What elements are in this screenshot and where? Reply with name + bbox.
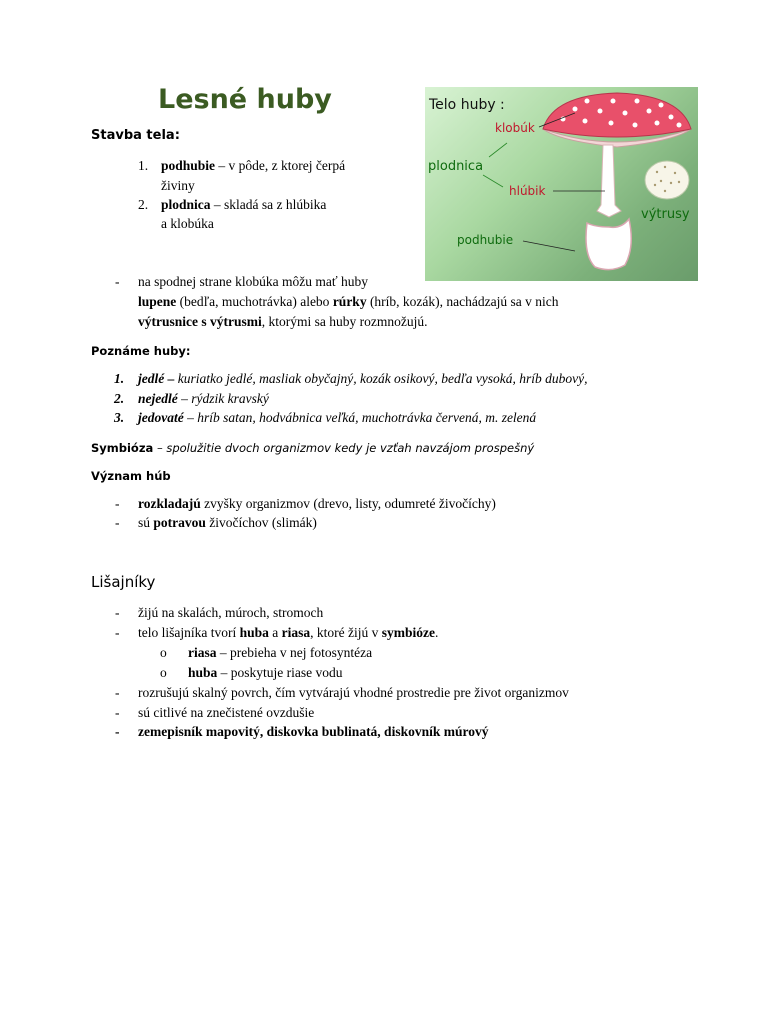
pozname-item-1 bbox=[114, 369, 588, 389]
lisajniky-heading: Lišajníky bbox=[91, 573, 156, 591]
stavba-item-1 bbox=[138, 156, 346, 176]
item-number: 1. bbox=[138, 158, 149, 173]
stavba-paragraph-2 bbox=[138, 292, 558, 312]
term: podhubie bbox=[161, 158, 216, 173]
term: potravou bbox=[153, 515, 206, 530]
label-podhubie: podhubie bbox=[457, 233, 514, 247]
term: plodnica bbox=[161, 197, 211, 212]
item-number: 1. bbox=[114, 371, 125, 386]
bullet-marker: o bbox=[160, 665, 167, 680]
page-title: Lesné huby bbox=[158, 84, 332, 115]
text: (bedľa, muchotrávka) alebo bbox=[176, 294, 333, 309]
stavba-item-2 bbox=[138, 195, 327, 215]
item-number: 3. bbox=[114, 410, 125, 425]
text: rozrušujú skalný povrch, čím vytvárajú vhodné prostredie pre život organizmov bbox=[138, 685, 569, 700]
mushroom-figure bbox=[425, 87, 698, 281]
text: sú citlivé na znečistené ovzdušie bbox=[138, 705, 315, 720]
item-text: – v pôde, z ktorej čerpá bbox=[215, 158, 346, 173]
term: rúrky bbox=[332, 294, 367, 309]
label-hlubik: hlúbik bbox=[509, 184, 546, 198]
text: – prebieha v nej fotosyntéza bbox=[216, 645, 373, 660]
stavba-item-1-cont: živiny bbox=[161, 178, 195, 193]
definition-text: – spolužitie dvoch organizmov kedy je vzťah navzájom prospešný bbox=[153, 441, 535, 455]
label-plodnica: plodnica bbox=[428, 159, 484, 174]
pozname-item-3 bbox=[114, 408, 537, 428]
term: Symbióza bbox=[91, 441, 154, 455]
text: – poskytuje riase vodu bbox=[217, 665, 343, 680]
pozname-heading: Poznáme huby: bbox=[91, 344, 191, 358]
symbioza-definition bbox=[91, 438, 534, 458]
dash-marker: - bbox=[115, 685, 120, 700]
term: huba bbox=[188, 665, 218, 680]
item-text: – skladá sa z hlúbika bbox=[210, 197, 327, 212]
term: rozkladajú bbox=[138, 496, 201, 511]
stavba-item-2-cont: a klobúka bbox=[161, 216, 214, 231]
label-klobuk: klobúk bbox=[495, 121, 535, 135]
mushroom-diagram bbox=[425, 87, 698, 281]
term: riasa bbox=[281, 625, 311, 640]
item-text: kuriatko jedlé, masliak obyčajný, kozák osikový, bedľa vysoká, hríb dubový, bbox=[174, 371, 588, 386]
text: sú bbox=[138, 515, 154, 530]
term: huba bbox=[239, 625, 269, 640]
vyznam-heading: Význam húb bbox=[91, 469, 171, 483]
term: jedovaté bbox=[138, 410, 184, 425]
figure-title: Telo huby : bbox=[429, 97, 505, 113]
term: lupene bbox=[138, 294, 177, 309]
stavba-paragraph-3 bbox=[138, 312, 427, 332]
term: výtrusnice s výtrusmi bbox=[138, 314, 262, 329]
text: telo lišajníka tvorí bbox=[138, 625, 240, 640]
dash-marker: - bbox=[115, 496, 120, 511]
text: zemepisník mapovitý, diskovka bublinatá, diskovník múrový bbox=[138, 724, 489, 739]
dash-marker: - bbox=[115, 274, 120, 289]
term: riasa bbox=[188, 645, 217, 660]
text: živočíchov (slimák) bbox=[205, 515, 317, 530]
dash-marker: - bbox=[115, 705, 120, 720]
dash-marker: - bbox=[115, 605, 120, 620]
item-number: 2. bbox=[114, 391, 125, 406]
bullet-marker: o bbox=[160, 645, 167, 660]
item-number: 2. bbox=[138, 197, 149, 212]
item-text: – hríb satan, hodvábnica veľká, muchotrávka červená, m. zelená bbox=[183, 410, 537, 425]
term: jedlé – bbox=[138, 371, 175, 386]
dash-marker: - bbox=[115, 724, 120, 739]
text: , ktorými sa huby rozmnožujú. bbox=[261, 314, 428, 329]
stavba-heading: Stavba tela: bbox=[91, 128, 180, 143]
text: a bbox=[268, 625, 282, 640]
text: žijú na skalách, múroch, stromoch bbox=[138, 605, 324, 620]
dash-marker: - bbox=[115, 515, 120, 530]
item-text: – rýdzik kravský bbox=[177, 391, 269, 406]
pozname-item-2 bbox=[114, 389, 269, 409]
text: . bbox=[435, 625, 439, 640]
term: nejedlé bbox=[138, 391, 178, 406]
label-vytrusy: výtrusy bbox=[641, 207, 690, 222]
paragraph-text: na spodnej strane klobúka môžu mať huby bbox=[138, 274, 368, 289]
text: zvyšky organizmov (drevo, listy, odumreté živočíchy) bbox=[200, 496, 496, 511]
text: , ktoré žijú v bbox=[310, 625, 382, 640]
term: symbióze bbox=[381, 625, 435, 640]
text: (hríb, kozák), nachádzajú sa v nich bbox=[366, 294, 559, 309]
dash-marker: - bbox=[115, 625, 120, 640]
